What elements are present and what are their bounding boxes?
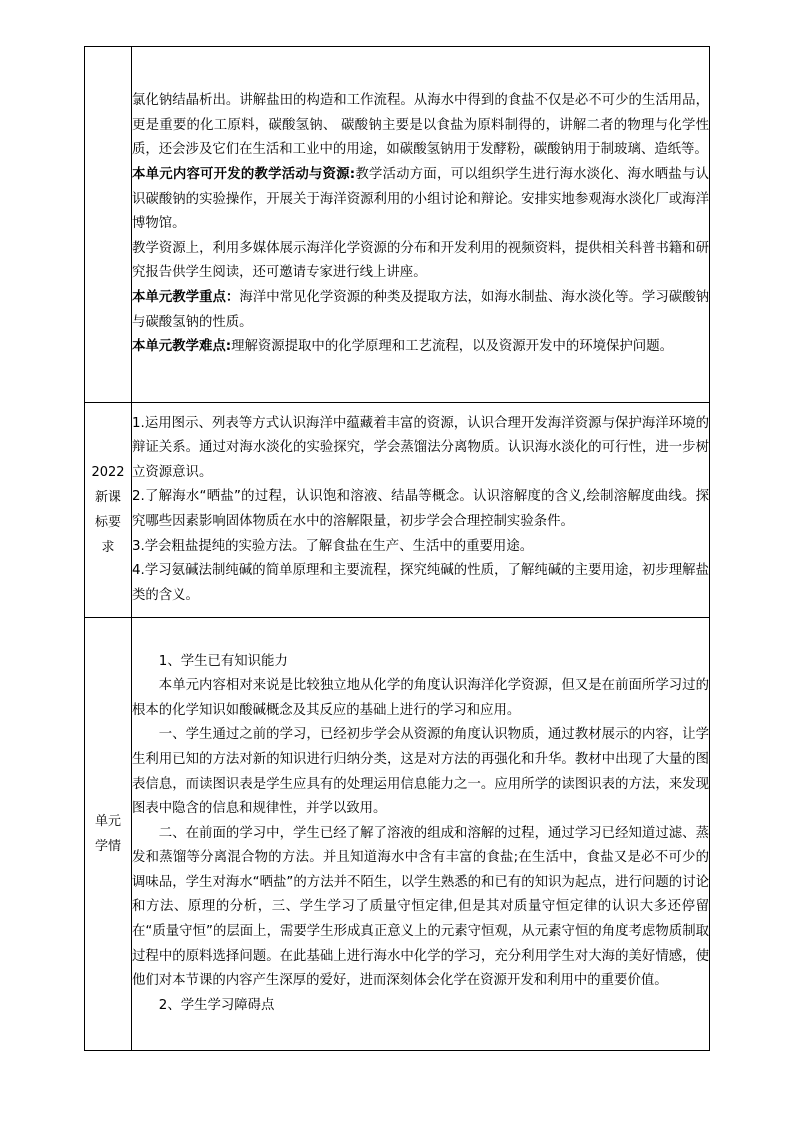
paragraph: 一、学生通过之前的学习，已经初步学会从资源的角度认识物质，通过教材展示的内容，让学生利用已知的方法对新的知识进行归纳分类，这是对方法的再强化和升华。教材中出现了大量的图表信息，而读图识表是学生应具有的处理运用信息能力之一。应用所学的读图识表的方法，来发现图表中隐含的信息和规律性，并学以致用。 bbox=[132, 727, 709, 817]
bold-heading: 本单元内容可开发的教学活动与资源: bbox=[132, 167, 356, 183]
table-row bbox=[85, 47, 710, 403]
row-label-curriculum-standard: 2022 新课 标要 求 bbox=[85, 403, 132, 618]
paragraph: 本单元教学难点:理解资源提取中的化学原理和工艺流程，以及资源开发中的环境保护问题。 bbox=[132, 339, 673, 355]
row-content bbox=[132, 403, 710, 618]
lesson-plan-table bbox=[84, 46, 710, 1051]
paragraph: 教学资源上，利用多媒体展示海洋化学资源的分布和开发利用的视频资料，提供相关科普书籍和研究报告供学生阅读，还可邀请专家进行线上讲座。 bbox=[132, 240, 709, 281]
paragraph: 2、学生学习障碍点 bbox=[158, 997, 275, 1013]
paragraph: 本单元内容相对来说是比较独立地从化学的角度认识海洋化学资源，但又是在前面所学习过的根本的化学知识如酸碱概念及其反应的基础上进行的学习和应用。 bbox=[132, 678, 709, 718]
paragraph: 1.运用图示、列表等方式认识海洋中蕴藏着丰富的资源，认识合理开发海洋资源与保护海洋环境的辩证关系。通过对海水淡化的实验探究，学会蒸馏法分离物质。认识海水淡化的可行性，进一步树立资源意识。 bbox=[132, 415, 709, 480]
row-content bbox=[132, 618, 710, 1051]
paragraph: 2.了解海水“晒盐”的过程，认识饱和溶液、结晶等概念。认识溶解度的含义,绘制溶解度曲线。探究哪些因素影响固体物质在水中的溶解限量，初步学会合理控制实验条件。 bbox=[132, 489, 709, 529]
bold-heading: 本单元教学难点: bbox=[132, 339, 232, 355]
paragraph: 本单元教学重点：海洋中常见化学资源的种类及提取方法，如海水制盐、海水淡化等。学习碳酸钠与碳酸氢钠的性质。 bbox=[132, 289, 710, 330]
paragraph: 本单元内容可开发的教学活动与资源:教学活动方面，可以组织学生进行海水淡化、海水晒盐与认识碳酸钠的实验操作，开展关于海洋资源利用的小组讨论和辩论。安排实地参观海水淡化厂或海洋博物馆。 bbox=[132, 167, 709, 232]
row-content bbox=[132, 47, 710, 403]
paragraph: 二、在前面的学习中，学生已经了解了溶液的组成和溶解的过程，通过学习已经知道过滤、蒸发和蒸馏等分离混合物的方法。并且知道海水中含有丰富的食盐;在生活中，食盐又是必不可少的调味品，学生对海水“晒盐”的方法并不陌生，以学生熟悉的和已有的知识为起点，进行问题的讨论和方法、原理的分析，三、学生学习了质量守恒定律,但是其对质量守恒定律的认识大多还停留在“质量守恒”的层面上，需要学生形成真正意义上的元素守恒观，从元素守恒的角度考虑物质制取过程中的原料选择问题。在此基础上进行海水中化学的学习，充分利用学生对大海的美好情感，使他们对本节课的内容产生深厚的爱好，进而深刻体会化学在资源开发和利用中的重要价值。 bbox=[132, 825, 709, 989]
row-label-student-situation: 单元 学情 bbox=[85, 618, 132, 1051]
table-row bbox=[85, 618, 710, 1051]
paragraph: 1、学生已有知识能力 bbox=[158, 653, 288, 669]
table-row bbox=[85, 403, 710, 618]
bold-heading: 本单元教学重点： bbox=[132, 289, 240, 305]
row-label bbox=[85, 47, 132, 403]
paragraph: 氯化钠结晶析出。讲解盐田的构造和工作流程。从海水中得到的食盐不仅是必不可少的生活用品，更是重要的化工原料，碳酸氢钠、 碳酸钠主要是以食盐为原料制得的，讲解二者的物理与化学性质，还会涉及它们在生活和工业中的用途，如碳酸氢钠用于发酵粉，碳酸钠用于制玻璃、造纸等。 bbox=[132, 93, 709, 158]
paragraph: 4.学习氨碱法制纯碱的简单原理和主要流程，探究纯碱的性质，了解纯碱的主要用途，初步理解盐类的含义。 bbox=[132, 563, 709, 603]
paragraph: 3.学会粗盐提纯的实验方法。了解食盐在生产、生活中的重要用途。 bbox=[132, 538, 534, 554]
